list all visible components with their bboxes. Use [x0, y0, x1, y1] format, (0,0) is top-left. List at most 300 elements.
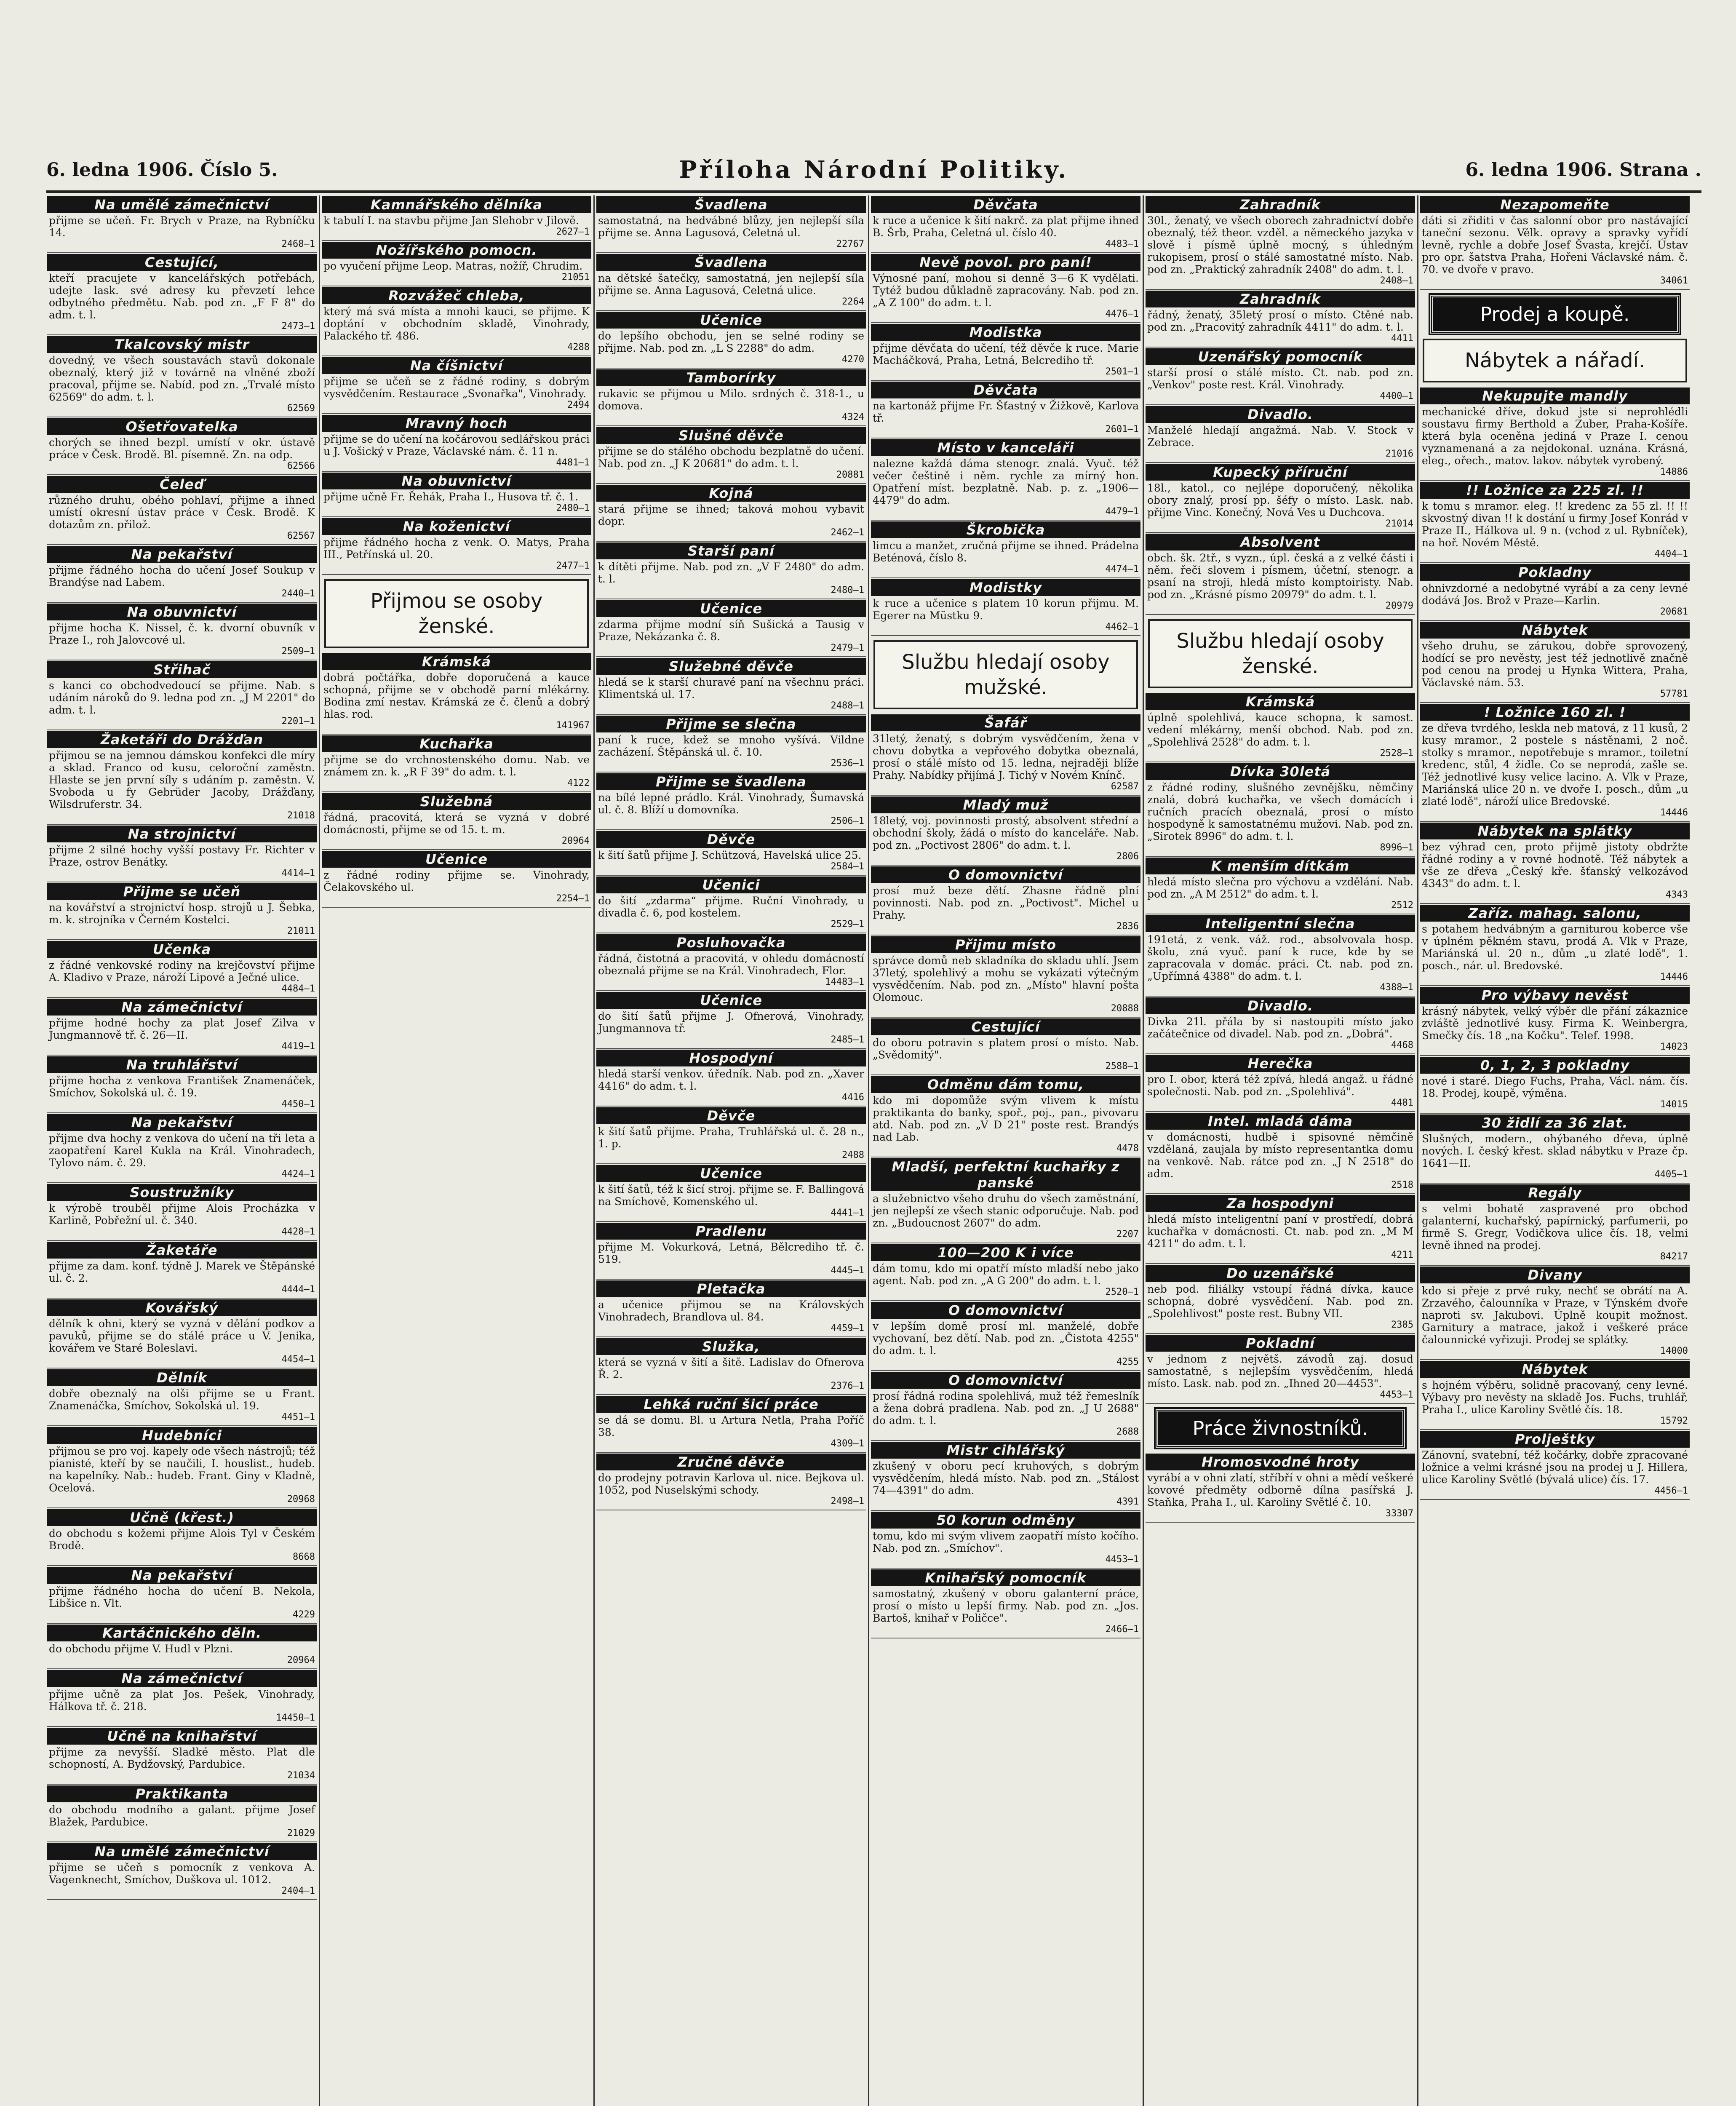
- ad-body: přijme za dam. konf. týdně J. Marek ve Štěpánské ul. č. 2.: [49, 1260, 315, 1284]
- ad-reference-number: 2529—1: [831, 919, 864, 930]
- ad-body: k tomu s mramor. eleg. !! kredenc za 55 zl. !! !! skvostný divan !! k dostání u firmy Josef Konrád v Praze II., Hálkova ul. 9 n. (vchod z ul. Rybníček), na hoř. Novém Městě.: [1422, 500, 1688, 549]
- section-banner: Práce živnostníků.: [1156, 1409, 1405, 1448]
- ad-heading: Na umělé zámečnictví: [47, 196, 317, 213]
- ad-body: paní k ruce, kdež se mnoho vyšívá. Vildne zacházení. Štěpánská ul. č. 10.: [598, 734, 864, 758]
- classified-ad: [871, 1511, 1140, 1569]
- ad-reference-number: 2494: [567, 400, 590, 410]
- ad-heading: Děvčata: [871, 196, 1140, 213]
- classified-ad: [871, 381, 1140, 438]
- ad-heading: Žaketáři do Drážďan: [47, 731, 317, 748]
- ad-body: přijme učně za plat Jos. Pešek, Vinohrady, Hálkova tř. č. 218.: [49, 1688, 315, 1713]
- ad-body: z řádné rodiny přijme se. Vinohrady, Čelakovského ul.: [323, 869, 590, 893]
- ad-body: který má svá místa a mnohi kauci, se přijme. K doptání v obchodním skladě, Vinohrady, Palackého tř. 486.: [323, 305, 590, 342]
- ad-body: dáti si zřiditi v čas salonní obor pro nastávající taneční sezonu. Vělk. opravy a spravky vyřídí levně, rychle a dobře Josef Švasta, krejčí. Ústav pro opr. šatstva Praha, Hořeni Václavské nám. č. 70. ve dvoře v pravo.: [1422, 214, 1688, 275]
- classified-ad: [596, 1222, 866, 1280]
- ad-reference-number: 20964: [287, 1655, 315, 1665]
- ad-body: neb pod. filiálky vstoupí řádná dívka, kauce schopná, dobré vysvědčení. Nab. pod zn. „Spolehlivost" poste rest. Bubny VII.: [1147, 1283, 1413, 1320]
- ad-reference-number: 2509—1: [281, 646, 315, 657]
- ad-reference-number: 4404—1: [1654, 549, 1688, 559]
- issue-date: 6. ledna 1906. Číslo 5.: [46, 159, 278, 181]
- ad-reference-number: 4411: [1391, 333, 1413, 344]
- supplement-title: Příloha Národní Politiky.: [679, 156, 1069, 184]
- classified-ad: [596, 991, 866, 1049]
- classified-ad: [47, 998, 317, 1056]
- ad-body: všeho druhu, se zárukou, dobře sprovozený, hodící se pro nevěsty, jest též jednotlivě značně pod cenou na prodej u Hynka Wittera, Praha, Václavské nám. 53.: [1422, 640, 1688, 689]
- ad-reference-number: 8668: [293, 1552, 315, 1562]
- ad-reference-number: 4270: [842, 354, 864, 365]
- classified-ad: [1146, 1112, 1415, 1194]
- ad-body: kdo si přeje z prvé ruky, nechť se obrátí na A. Zrzavého, čalounníka v Praze, v Týnském dvoře naproti sv. Jakubovi. Úplně koupit možnost. Garnitury a matrace, jakož i veškeré práce čalounnické vyřizuji. Prodej se splátky.: [1422, 1285, 1688, 1346]
- ad-reference-number: 4400—1: [1380, 391, 1413, 401]
- ad-heading: Na koženictví: [322, 518, 591, 535]
- ad-body: k šití šatů přijme. Praha, Truhlářská ul. č. 28 n., 1. p.: [598, 1125, 864, 1150]
- ad-reference-number: 4391: [1116, 1497, 1139, 1507]
- ad-body: do šití „zdarma“ přijme. Ruční Vinohrady, u divadla č. 6, pod kostelem.: [598, 895, 864, 919]
- ad-reference-number: 2254—1: [556, 893, 590, 904]
- ad-heading: Čeleď: [47, 476, 317, 493]
- ad-heading: Kupecký příruční: [1146, 464, 1415, 481]
- ad-reference-number: 4484—1: [281, 984, 315, 994]
- ad-body: k ruce a učenice k šití nakrč. za plat přijme ihned B. Šrb, Praha, Celetná ul. číslo 40.: [873, 214, 1139, 239]
- ad-body: přijme hodné hochy za plat Josef Zilva v Jungmannově tř. č. 26—II.: [49, 1017, 315, 1041]
- classified-ad: [47, 940, 317, 998]
- ad-heading: Divadlo.: [1146, 406, 1415, 423]
- ad-body: hledá starší venkov. úředník. Nab. pod zn. „Xaver 4416" do adm. t. l.: [598, 1068, 864, 1092]
- ad-body: limcu a manžet, zručná přijme se ihned. Prádelna Beténová, číslo 8.: [873, 540, 1139, 564]
- ad-reference-number: 4453—1: [1380, 1390, 1413, 1400]
- ad-heading: Kovářský: [47, 1299, 317, 1316]
- ad-reference-number: 2473—1: [281, 321, 315, 331]
- column-1: [47, 195, 317, 2106]
- classified-ad: [596, 657, 866, 715]
- ad-reference-number: 2520—1: [1105, 1287, 1139, 1297]
- classified-ad: [871, 438, 1140, 521]
- ad-body: v domácnosti, hudbě i spisovné němčině vzdělaná, zaujala by místo representantka domu na venkově. Nab. rátce pod zn. „J N 2518" do adm.: [1147, 1131, 1413, 1180]
- ad-heading: 0, 1, 2, 3 pokladny: [1420, 1057, 1690, 1074]
- ad-reference-number: 2627—1: [556, 227, 590, 237]
- classified-ad: [47, 882, 317, 940]
- ad-heading: Pletačka: [596, 1280, 866, 1297]
- ad-body: prosí muž beze dětí. Zhasne řádně plní povinnosti. Nab. pod zn. „Poctivost". Michel u Prahy.: [873, 885, 1139, 921]
- ad-body: k šití šatů, též k šicí stroj. přijme se. F. Ballingová na Smíchově, Komenského ul.: [598, 1183, 864, 1208]
- ad-reference-number: 4453—1: [1105, 1554, 1139, 1565]
- ad-body: Slušných, modern., ohýbaného dřeva, úplně nových. I. český křest. sklad nábytku v Praze čp. 1641—II.: [1422, 1133, 1688, 1169]
- ad-heading: K menším dítkám: [1146, 858, 1415, 874]
- classified-ad: [47, 335, 317, 417]
- ad-body: krásný nábytek, velký výběr dle přání zákaznice zvláště jednotlivé kusy. Firma K. Weinbergra, Smečky čís. 18 „na Kočku". Telef. 1998.: [1422, 1005, 1688, 1042]
- classified-ad: [1420, 1360, 1690, 1430]
- ad-body: zdarma přijme modní síň Sušická a Tausig v Praze, Nekázanka č. 8.: [598, 618, 864, 643]
- classified-ad: [1420, 563, 1690, 621]
- ad-heading: Učně (křest.): [47, 1509, 317, 1526]
- column-divider: [593, 195, 595, 2106]
- classified-ad: [47, 660, 317, 730]
- ad-body: z řádné rodiny, slušného zevnějšku, němčiny znalá, dobrá kuchařka, ve všech domácích i ručních pracích obeznalá, prosí o místo hospodyně k samostatnému mužovi. Nab. pod zn. „Sirotek 8996" do adm. t. l.: [1147, 781, 1413, 842]
- classified-ad: [1146, 1334, 1415, 1404]
- ad-reference-number: 14886: [1660, 467, 1688, 477]
- ad-heading: Na pekařství: [47, 546, 317, 563]
- classified-ad: [47, 1183, 317, 1241]
- classified-ad: [322, 414, 591, 472]
- page-date: 6. ledna 1906. Strana .: [1465, 159, 1701, 181]
- classified-ad: [47, 1056, 317, 1113]
- ad-body: po vyučení přijme Leop. Matras, nožíř, Chrudim.: [323, 260, 583, 272]
- ad-reference-number: 20881: [836, 470, 864, 480]
- ad-heading: ! Ložnice 160 zl. !: [1420, 704, 1690, 721]
- ad-heading: Na číšnictví: [322, 357, 591, 374]
- column-divider: [1417, 195, 1418, 2106]
- classified-ad: [322, 241, 591, 286]
- ad-body: do lepšího obchodu, jen se selné rodiny se přijme. Nab. pod zn. „L S 2288" do adm.: [598, 330, 864, 354]
- ad-body: s velmi bohatě zaspravené pro obchod galanterní, kuchařský, papírnický, parfumerii, po firmě S. Gregr, Vodičkova ulice čís. 18, velmi levně ihned na prodej.: [1422, 1203, 1688, 1251]
- ad-body: s potahem hedvábným a garniturou koberce vše v úplném pěkném stavu, prodá A. Vlk v Praze, Mariánská ul. 20 n., dům „u zlaté lodě", 1. posch., nár. ul. Bredovské.: [1422, 923, 1688, 972]
- ad-reference-number: 14000: [1660, 1346, 1688, 1356]
- ad-heading: Cestující,: [47, 254, 317, 271]
- ad-body: ze dřeva tvrdého, leskla neb matová, z 11 kusů, 2 kusy mramor., 2 postele s nástěnami, 2 noč. stolky s mramor., nepotřebuje s mramor., toiletní kredenc, stůl, 4 židle. Co se neprodá, zašle se. Též jednotlivé kusy velice lacino. A. Vlk v Praze, Mariánská ulice 20 n. ve dvoře I. posch., dům „u zlaté lodě", nároží ulice Bredovské.: [1422, 722, 1688, 807]
- ad-body: nové i staré. Diego Fuchs, Praha, Václ. nám. čís. 18. Prodej, koupě, výměna.: [1422, 1075, 1688, 1099]
- ad-body: k tabulí I. na stavbu přijme Jan Slehobr v Jilově.: [323, 214, 579, 227]
- ad-heading: Prolještky: [1420, 1431, 1690, 1448]
- ad-body: v lepším domě prosí ml. manželé, dobře vychovaní, bez dětí. Nab. pod zn. „Čistota 4255" do adm. t. l.: [873, 1320, 1139, 1357]
- ad-body: a učenice přijmou se na Královských Vinohradech, Brandlova ul. 84.: [598, 1299, 864, 1323]
- classified-ad: [47, 1426, 317, 1508]
- ad-reference-number: 2501—1: [1105, 366, 1139, 377]
- ad-reference-number: 8996—1: [1380, 842, 1413, 853]
- column-3: [596, 195, 866, 2106]
- classified-ad: [47, 1624, 317, 1669]
- ad-reference-number: 14450—1: [276, 1713, 315, 1723]
- ad-body: přijme se do stálého obchodu bezplatně do učení. Nab. pod zn. „J K 20681" do adm. t. l.: [598, 445, 864, 470]
- classified-ad: [596, 1106, 866, 1164]
- ad-body: rukavic se přijmou u Milo. srdných č. 318-1., u domova.: [598, 388, 864, 412]
- ad-heading: Uzenářský pomocník: [1146, 348, 1415, 365]
- ad-reference-number: 20968: [287, 1494, 315, 1505]
- ad-heading: Na zámečnictví: [47, 999, 317, 1016]
- ad-heading: Učenice: [596, 1165, 866, 1182]
- ad-body: nalezne každá dáma stenogr. znalá. Vyuč. též večer češtině i něm. rychle za mírný hon. Opatření míst. bezplatně. Nab. p. z. „1906—4479" do adm.: [873, 457, 1139, 506]
- ad-reference-number: 4445—1: [831, 1265, 864, 1276]
- ad-heading: Mladší, perfektní kuchařky z panské: [871, 1158, 1140, 1191]
- classified-ad: [1146, 692, 1415, 762]
- ad-heading: Krámská: [322, 653, 591, 670]
- ad-body: vyrábí a v ohni zlatí, stříbří v ohni a mědí veškeré kovové předměty odborně dílna pasířská J. Staňka, Praha I., ul. Karoliny Světlé č. 10.: [1147, 1472, 1413, 1508]
- classified-ad: [871, 935, 1140, 1018]
- classified-ad: [871, 521, 1140, 578]
- ad-reference-number: 33307: [1385, 1508, 1413, 1519]
- classified-ad: [1420, 1184, 1690, 1266]
- ad-reference-number: 62587: [1111, 781, 1139, 792]
- ad-body: mechanické dříve, dokud jste si neprohlédli soustavu firmy Berthold a Zuber, Praha-Košíře. která byla oceněna jediná v Praze I. cenou vyznamenaná a za nejdokonal. uznána. Krásná, eleg., ořech., matov. lakov. nábytek vyrobený.: [1422, 406, 1688, 467]
- classified-ad: [47, 1508, 317, 1566]
- ad-reference-number: 4451—1: [281, 1412, 315, 1422]
- ad-reference-number: 14015: [1660, 1099, 1688, 1110]
- ad-heading: Učenici: [596, 877, 866, 893]
- ad-heading: Odměnu dám tomu,: [871, 1076, 1140, 1093]
- classified-ad: [47, 1299, 317, 1368]
- ad-body: stará přijme se ihned; taková mohou vybavit dopr.: [598, 503, 864, 527]
- ad-reference-number: 2468—1: [281, 239, 315, 249]
- ad-reference-number: 2485—1: [831, 1034, 864, 1045]
- ad-heading: Do uzenářské: [1146, 1265, 1415, 1282]
- ad-body: Výnosné paní, mohou si denně 3—6 K vydělati. Tytéž budou důkladně zapracovány. Nab. pod zn. „A Z 100" do adm. t. l.: [873, 272, 1139, 309]
- ad-body: Zánovní, svatební, též kočárky, dobře zpracované ložnice a velmi krásné jsou na prodej u J. Hillera, ulice Karoliny Světlé (bývalá ulice) čís. 17.: [1422, 1449, 1688, 1486]
- ad-heading: Pokladny: [1420, 564, 1690, 581]
- ad-heading: Herečka: [1146, 1055, 1415, 1072]
- ad-reference-number: 15792: [1660, 1416, 1688, 1426]
- ad-reference-number: 4211: [1391, 1250, 1413, 1260]
- classified-ad: [1420, 1430, 1690, 1500]
- classified-ad: [871, 1018, 1140, 1075]
- ad-heading: Kuchařka: [322, 735, 591, 752]
- ad-heading: Pro výbavy nevěst: [1420, 987, 1690, 1004]
- ad-heading: Absolvent: [1146, 534, 1415, 551]
- ad-body: přijme M. Vokurková, Letná, Bělcrediho tř. č. 519.: [598, 1241, 864, 1265]
- ad-reference-number: 4309—1: [831, 1438, 864, 1449]
- classified-ad: [871, 1569, 1140, 1638]
- ad-heading: Kartáčnického děln.: [47, 1625, 317, 1641]
- classified-ad: [1146, 914, 1415, 997]
- ad-heading: Přijme se slečna: [596, 716, 866, 732]
- ad-reference-number: 4474—1: [1105, 564, 1139, 575]
- ad-reference-number: 14446: [1660, 807, 1688, 818]
- classified-ad: [871, 253, 1140, 323]
- classified-ad: [47, 1566, 317, 1624]
- ad-reference-number: 4416: [842, 1092, 864, 1103]
- ad-heading: Nábytek na splátky: [1420, 823, 1690, 839]
- ad-heading: Střihač: [47, 661, 317, 678]
- ad-heading: Divadlo.: [1146, 997, 1415, 1014]
- ad-body: úplně spolehlivá, kauce schopna, k samost. vedení mlékárny, menší obchod. Nab. pod zn. „Spolehlivá 2528" do adm. t. l.: [1147, 711, 1413, 748]
- ad-reference-number: 2479—1: [831, 643, 864, 653]
- ad-heading: Místo v kanceláři: [871, 439, 1140, 456]
- ad-body: přijme se do učení na kočárovou sedlářskou práci u J. Vošický v Praze, Václavské nám. č. 11 n.: [323, 433, 590, 457]
- ad-reference-number: 2385: [1391, 1320, 1413, 1330]
- ad-body: přijme se učeň s pomocník z venkova A. Vagenknecht, Smíchov, Duškova ul. 1012.: [49, 1861, 315, 1886]
- ad-reference-number: 2528—1: [1380, 748, 1413, 759]
- ad-heading: Pradlenu: [596, 1223, 866, 1240]
- ad-heading: 30 židlí za 36 zlat.: [1420, 1114, 1690, 1131]
- ad-body: do oboru potravin s platem prosí o místo. Nab. „Svědomitý".: [873, 1037, 1139, 1061]
- ad-heading: Nábytek: [1420, 1361, 1690, 1378]
- ad-body: přijme se učeň. Fr. Brych v Praze, na Rybníčku 14.: [49, 214, 315, 239]
- classified-ad: [47, 545, 317, 603]
- classified-ad: [596, 1164, 866, 1222]
- classified-ad: [322, 652, 591, 735]
- section-heading: Službu hledají osoby mužské.: [873, 640, 1138, 709]
- classified-ad: [871, 578, 1140, 636]
- classified-ad: [871, 1441, 1140, 1511]
- classified-ad: [322, 286, 591, 356]
- ad-heading: Lehká ruční šicí práce: [596, 1396, 866, 1413]
- classified-ad: [596, 876, 866, 933]
- ad-reference-number: 20681: [1660, 607, 1688, 617]
- classified-ad: [47, 1113, 317, 1183]
- classified-ad: [871, 866, 1140, 935]
- classified-ad: [596, 311, 866, 369]
- ad-heading: Šafář: [871, 714, 1140, 731]
- ad-heading: Tamborírky: [596, 369, 866, 386]
- ad-reference-number: 2584—1: [831, 861, 864, 872]
- classified-ad: [47, 195, 317, 253]
- ad-body: k šití šatů přijme J. Schützová, Havelská ulice 25.: [598, 849, 862, 861]
- ad-heading: Na truhlářství: [47, 1056, 317, 1073]
- ad-heading: Učenice: [596, 312, 866, 329]
- ad-heading: Přijme se švadlena: [596, 773, 866, 790]
- ad-reference-number: 2488: [842, 1150, 864, 1160]
- ad-body: dobrá počtářka, dobře doporučená a kauce schopná, přijme se v obchodě parní mlékárny. Bodina zmí nestav. Krámská ze č. členů a dobrý hlas. rod.: [323, 671, 590, 720]
- ad-reference-number: 2264: [842, 297, 864, 307]
- ad-heading: 100—200 K i více: [871, 1244, 1140, 1261]
- classified-ad: [596, 253, 866, 311]
- ad-body: přijme za nevyšší. Sladké město. Plat dle schopností, A. Bydžovský, Pardubice.: [49, 1746, 315, 1770]
- column-divider: [319, 195, 320, 2106]
- ad-reference-number: 2601—1: [1105, 424, 1139, 435]
- ad-reference-number: 34061: [1660, 275, 1688, 286]
- ad-reference-number: 4456—1: [1654, 1486, 1688, 1496]
- ad-heading: !! Ložnice za 225 zl. !!: [1420, 482, 1690, 499]
- ad-reference-number: 21034: [287, 1770, 315, 1781]
- ad-body: do obchodu modního a galant. přijme Josef Blažek, Pardubice.: [49, 1804, 315, 1828]
- ad-heading: Modistka: [871, 324, 1140, 341]
- ad-reference-number: 2488—1: [831, 700, 864, 711]
- ad-heading: Hudebníci: [47, 1427, 317, 1444]
- ad-heading: Přijmu místo: [871, 936, 1140, 953]
- classified-ad: [47, 1842, 317, 1900]
- classified-ad: [1146, 1054, 1415, 1112]
- ad-body: pro I. obor, která též zpívá, hledá angaž. u řádné společnosti. Nab. pod zn. „Spolehlivá".: [1147, 1073, 1413, 1098]
- ad-heading: Děvče: [596, 831, 866, 848]
- ad-body: prosí řádná rodina spolehlivá, muž též řemeslník a žena dobrá pradlena. Nab. pod zn. „J U 2688" do adm. t. l.: [873, 1390, 1139, 1427]
- classified-ad: [1420, 904, 1690, 986]
- ad-heading: Na strojnictví: [47, 826, 317, 842]
- column-5: [1146, 195, 1415, 2106]
- ad-body: hledá se k starší churavé paní na všechnu práci. Klimentská ul. 17.: [598, 676, 864, 700]
- ad-body: samostatný, zkušený v oboru galanterní práce, prosí o místo u lepší firmy. Nab. pod zn. „Jos. Bartoš, knihař v Poličce".: [873, 1588, 1139, 1624]
- ad-heading: Mravný hoch: [322, 415, 591, 432]
- ad-heading: Na umělé zámečnictví: [47, 1843, 317, 1860]
- classified-ad: [1420, 1266, 1690, 1360]
- ad-reference-number: 2404—1: [281, 1886, 315, 1896]
- ad-body: dám tomu, kdo mi opatří místo mladší nebo jako agent. Nab. pod zn. „A G 200" do adm. t. l.: [873, 1262, 1139, 1287]
- ad-heading: Mladý muž: [871, 796, 1140, 813]
- classified-ad: [47, 1669, 317, 1727]
- ad-reference-number: 2207: [1116, 1229, 1139, 1240]
- ad-reference-number: 21029: [287, 1828, 315, 1839]
- classified-ad: [871, 796, 1140, 866]
- ad-heading: Přijme se učeň: [47, 883, 317, 900]
- classified-ad: [322, 195, 591, 241]
- ad-heading: Knihařský pomocník: [871, 1569, 1140, 1586]
- ad-body: ohnivzdorné a nedobytné vyrábí a za ceny levné dodává Jos. Brož v Praze—Karlin.: [1422, 582, 1688, 607]
- ad-reference-number: 21014: [1385, 518, 1413, 529]
- ad-heading: Hromosvodné hroty: [1146, 1454, 1415, 1470]
- ad-body: s hojném výběru, solidně pracovaný, ceny levné. Výbavy pro nevěsty na skladě Jos. Fuchs, truhlář, Praha I., ulice Karoliny Světlé čís. 18.: [1422, 1379, 1688, 1416]
- ad-body: zkušený v oboru pecí kruhových, s dobrým vysvědčením, hledá místo. Nab. pod zn. „Stálost 74—4391" do adm.: [873, 1460, 1139, 1497]
- ad-reference-number: 4388—1: [1380, 982, 1413, 993]
- ad-body: k výrobě trouběl přijme Alois Procházka v Karlině, Pobřežní ul. č. 340.: [49, 1202, 315, 1227]
- ad-body: k dítěti přijme. Nab. pod zn. „V F 2480" do adm. t. l.: [598, 561, 864, 585]
- classified-ad: [596, 599, 866, 657]
- classified-ad: [1420, 1114, 1690, 1184]
- classified-ad: [1146, 1453, 1415, 1523]
- ad-reference-number: 21016: [1385, 449, 1413, 459]
- ad-body: do prodejny potravin Karlova ul. nice. Bejkova ul. 1052, pod Nuselskými schody.: [598, 1472, 864, 1496]
- ad-body: v jednom z největš. závodů zaj. dosud samostatně, s nejlepším vysvědčením, hledá místo. Lask. nab. pod zn. „Ihned 20—4453".: [1147, 1353, 1413, 1390]
- ad-heading: Slušné děvče: [596, 427, 866, 444]
- ad-heading: Inteligentní slečna: [1146, 915, 1415, 932]
- ad-body: tomu, kdo mi svým vlivem zaopatří místo kočího. Nab. pod zn. „Smíchov".: [873, 1530, 1139, 1554]
- classified-ad: [322, 472, 591, 517]
- ad-reference-number: 14483—1: [825, 977, 864, 987]
- ad-reference-number: 21051: [561, 272, 590, 283]
- classified-ad: [871, 714, 1140, 796]
- section-heading: Nábytek a nářadí.: [1423, 339, 1687, 382]
- ad-heading: Starší paní: [596, 543, 866, 559]
- ad-heading: Posluhovačka: [596, 934, 866, 951]
- ad-body: přijme se do vrchnostenského domu. Nab. ve známem zn. k. „R F 39" do adm. t. l.: [323, 754, 590, 778]
- classified-ad: [1146, 1264, 1415, 1334]
- classified-ad: [322, 735, 591, 792]
- classified-ad: [47, 1241, 317, 1299]
- ad-heading: Švadlena: [596, 254, 866, 271]
- classified-ad: [1146, 997, 1415, 1054]
- ad-heading: Praktikanta: [47, 1785, 317, 1802]
- classified-ad: [1146, 347, 1415, 405]
- ad-reference-number: 2518: [1391, 1180, 1413, 1190]
- ad-body: 18letý, voj. povinnosti prostý, absolvent střední a obchodní školy, žádá o místo do kanceláře. Nab. pod zn. „Poctivost 2806" do adm. t. l.: [873, 815, 1139, 851]
- classified-ad: [871, 1157, 1140, 1243]
- ad-reference-number: 62569: [287, 403, 315, 414]
- ad-reference-number: 21011: [287, 926, 315, 936]
- classified-ad: [1420, 986, 1690, 1056]
- ad-body: k ruce a učenice s platem 10 korun přijmu. M. Egerer na Müstku 9.: [873, 597, 1139, 622]
- classified-ad: [322, 517, 591, 575]
- ad-reference-number: 2806: [1116, 851, 1139, 862]
- ad-body: obch. šk. 2tř., s vyzn., úpl. česká a z velké části i něm. řeči slovem i písmem, účetní, stenogr. a psaní na stroji, hledá místo komptoiristy. Nab. pod zn. „Krásné písmo 20979" do adm. t. l.: [1147, 552, 1413, 601]
- ad-heading: Učenice: [596, 600, 866, 617]
- ad-heading: Krámská: [1146, 693, 1415, 710]
- ad-body: 18l., katol., co nejlépe doporučený, několika obory znalý, prosí pp. šéfy o místo. Lask. nab. přijme Vinc. Konečný, Nová Ves u Duchcova.: [1147, 482, 1413, 518]
- ad-heading: Za hospodyni: [1146, 1195, 1415, 1212]
- classified-ad: [1420, 195, 1690, 290]
- ad-heading: Děvčata: [871, 382, 1140, 398]
- ad-body: řádná, pracovitá, která se vyzná v dobré domácnosti, přijme se od 15. t. m.: [323, 811, 590, 836]
- section-banner: Prodej a koupě.: [1430, 295, 1680, 334]
- ad-body: dělník k ohni, který se vyzná v dělání podkov a pavuků, přijme se do stálé práce u V. Jenika, kovářem ve Staré Boleslavi.: [49, 1318, 315, 1354]
- ad-heading: Nevě povol. pro paní!: [871, 254, 1140, 271]
- classified-ad: [1146, 290, 1415, 347]
- ad-heading: Služka,: [596, 1338, 866, 1355]
- ad-heading: Divany: [1420, 1267, 1690, 1283]
- ad-body: 191etá, z venk. váž. rod., absolvovala hosp. školu, zná vyuč. paní k ruce, kde by se zapracovala v domác. práci. Ct. nab. pod zn. „Upřímná 4388" do adm. t. l.: [1147, 933, 1413, 982]
- ad-reference-number: 2588—1: [1105, 1061, 1139, 1072]
- ad-body: hledá místo inteligentní paní v prostředí, dobrá kuchařka v domácnosti. Ct. nab. pod zn. „M M 4211" do adm. t. l.: [1147, 1213, 1413, 1250]
- classified-ad: [322, 356, 591, 414]
- classified-ad: [47, 1368, 317, 1426]
- ad-reference-number: 2440—1: [281, 588, 315, 599]
- ad-reference-number: 4288: [567, 342, 590, 353]
- ad-reference-number: 84217: [1660, 1251, 1688, 1262]
- ad-body: kdo mi dopomůže svým vlivem k místu praktikanta do banky, spoř., poj., pan., pivovaru atd. Nab. pod zn. „V D 21" poste rest. Brandýs nad Lab.: [873, 1094, 1139, 1143]
- column-2: [322, 195, 591, 2106]
- ad-reference-number: 20964: [561, 836, 590, 846]
- section-heading: Přijmou se osoby ženské.: [324, 579, 589, 648]
- ad-body: na dětské šatečky, samostatná, jen nejlepší síla přijme se. Anna Lagusová, Celetná ulice.: [598, 272, 864, 297]
- ad-body: přijme řádného hocha do učení B. Nekola, Libšice n. Vlt.: [49, 1585, 315, 1609]
- ad-body: chorých se ihned bezpl. umístí v okr. ústavě práce v Česk. Brodě. Bl. písemně. Zn. na odp.: [49, 436, 315, 461]
- ad-body: Divka 21l. přála by si nastoupiti místo jako začátečnice od divadel. Nab. pod zn. „Dobrá".: [1147, 1016, 1413, 1040]
- section-heading: Službu hledají osoby ženské.: [1148, 619, 1413, 688]
